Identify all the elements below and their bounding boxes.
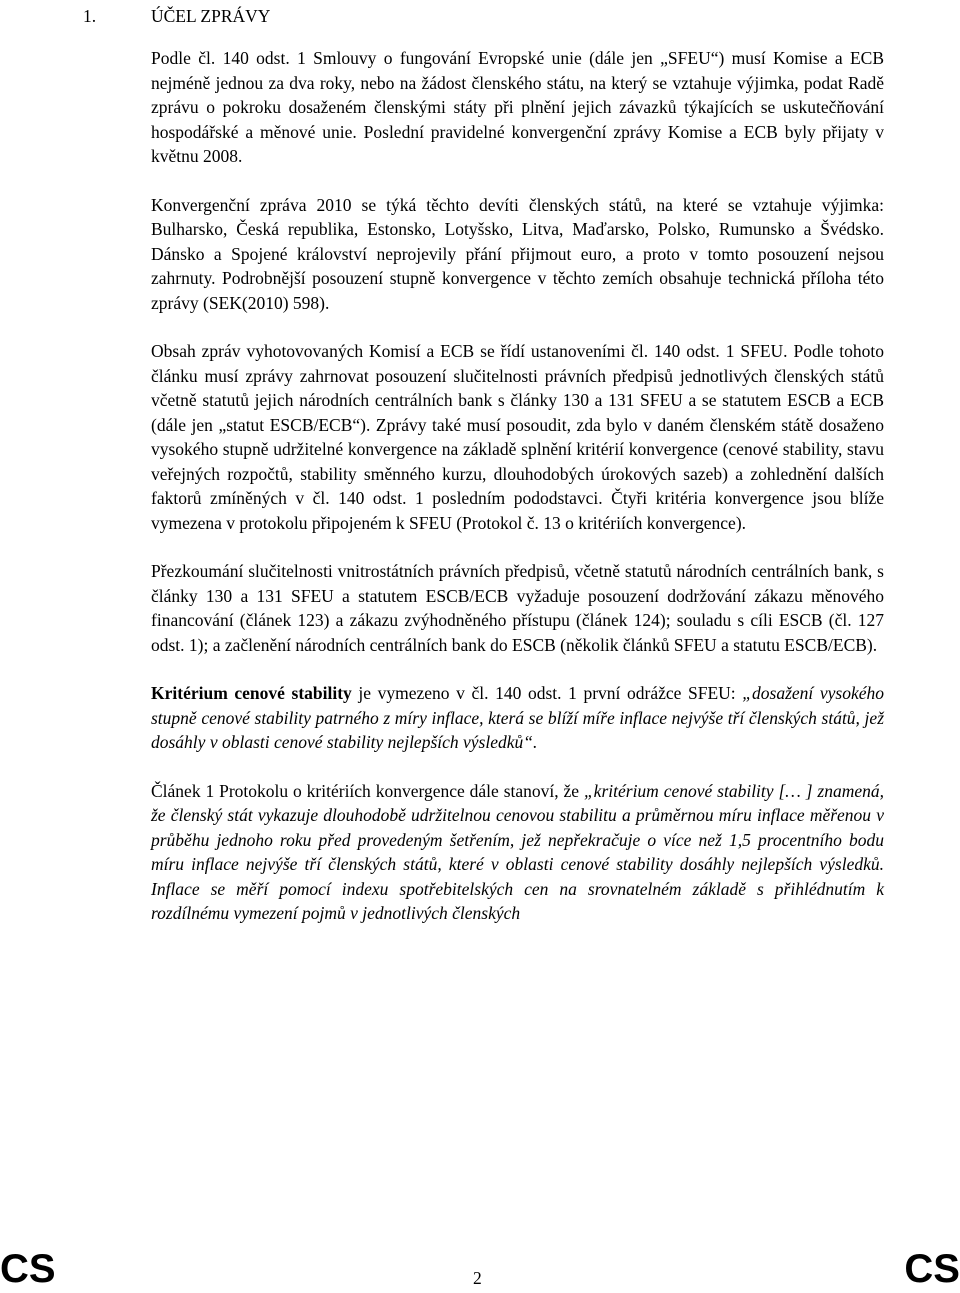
paragraph-price-stability-criterion — [151, 681, 884, 755]
paragraph-member-states: Konvergenční zpráva 2010 se týká těchto devíti členských států, na které se vztahuje výjimka: Bulharsko, Česká republika, Estonsko, Lotyšsko, Litva, Maďarsko, Polsko, Rumunsko a Švédsko. Dánsko a Spojené království neprojevily přání přijmout euro, a proto v tomto posouzení nejsou zahrnuty. Podrobnější posouzení stupně konvergence v těchto zemích obsahuje technická příloha této zprávy (SEK(2010) 598). — [151, 194, 884, 313]
section-title: ÚČEL ZPRÁVY — [151, 6, 271, 26]
protocol-quote: „kritérium cenové stability [… ] znamená, že členský stát vykazuje dlouhodobě udržitelnou cenovou stabilitu a průměrnou míru inflace měřenou v průběhu jednoho roku před provedeným šetřením, jež nepřekračuje o více než 1,5 procentního bodu míru inflace nejvýše tří členských států, které v oblasti cenové stability dosáhly nejlepších výsledků. Inflace se měří pomocí indexu spotřebitelských cen na srovnatelném základě s přihlédnutím k rozdílnému vymezení pojmů v jednotlivých členských — [151, 780, 884, 923]
criterion-term: Kritérium cenové stability — [151, 683, 352, 703]
paragraph-purpose: Podle čl. 140 odst. 1 Smlouvy o fungování Evropské unie (dále jen „SFEU“) musí Komise a ECB nejméně jednou za dva roky, nebo na žádost členského státu, na který se vztahuje výjimka, podat Radě zprávu o pokroku dosaženém členskými státy při plnění jejich závazků týkajících se uskutečňování hospodářské a měnové unie. Poslední pravidelné konvergenční zprávy Komise a ECB byly přijaty v květnu 2008. — [151, 48, 884, 166]
footer-language-code-left: CS — [0, 1247, 56, 1291]
section-heading — [83, 6, 270, 26]
criterion-quote: „dosažení vysokého stupně cenové stability patrného z míry inflace, která se blíží míře inflace nejvýše tří členských států, jež dosáhly v oblasti cenové stability nejlepších výsledků“. — [151, 683, 884, 752]
paragraph-report-content: Obsah zpráv vyhotovovaných Komisí a ECB se řídí ustanoveními čl. 140 odst. 1 SFEU. Podle tohoto článku musí zprávy zahrnovat posouzení slučitelnosti právních předpisů jednotlivých členských států včetně statutů jejich národních centrálních bank s články 130 a 131 SFEU a se statutem ESCB a ECB (dále jen „statut ESCB/ECB“). Zprávy také musí posoudit, zda bylo v daném členském státě dosaženo vysokého stupně udržitelné konvergence na základě splnění kritérií konvergence (cenové stability, stavu veřejných rozpočtů, stability směnného kurzu, dlouhodobých úrokových sazeb) a zohlednění dalších faktorů zmíněných v čl. 140 odst. 1 posledním pododstavci. Čtyři kritéria konvergence jsou blíže vymezena v protokolu připojeném k SFEU (Protokol č. 13 o kritériích konvergence). — [151, 341, 884, 533]
paragraph-legal-compatibility: Přezkoumání slučitelnosti vnitrostátních právních předpisů, včetně statutů národních centrálních bank, s články 130 a 131 SFEU a statutem ESCB/ECB vyžaduje posouzení dodržování zákazu měnového financování (článek 123) a zákazu zvýhodněného přístupu (článek 124); souladu s cíli ESCB (čl. 127 odst. 1); a začlenění národních centrálních bank do ESCB (několik článků SFEU a statutu ESCB/ECB). — [151, 561, 884, 655]
footer-language-code-right: CS — [904, 1247, 960, 1291]
section-number: 1. — [83, 6, 97, 26]
protocol-intro: Článek 1 Protokolu o kritériích konvergence dále stanoví, že — [151, 780, 584, 801]
document-body — [151, 46, 884, 926]
paragraph-protocol-article — [151, 779, 884, 926]
criterion-intro: je vymezeno v čl. 140 odst. 1 první odrážce SFEU: — [351, 683, 743, 703]
page-number: 2 — [473, 1268, 482, 1288]
